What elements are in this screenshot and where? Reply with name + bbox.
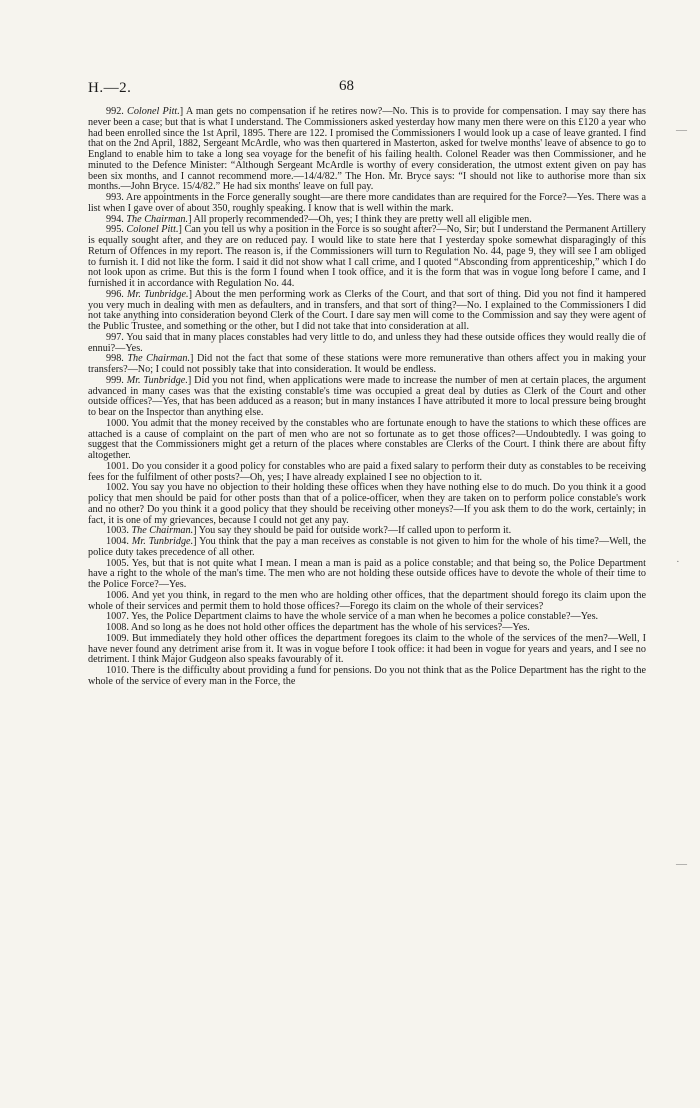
paragraph-text: Are appointments in the Force generally sought—are there more candidates than are required for the Force?—Yes. There was a list when I gave over of about 350, roughly speaking. I know that is well within the mark. [88,192,646,214]
testimony-paragraph [88,483,646,526]
question-number: 992. [106,106,128,117]
question-number: 1003. [106,525,132,537]
paragraph-text: And so long as he does not hold other offices the department has the whole of his services?—Yes. [130,622,530,633]
speaker-name: Mr. Tunbridge. [131,536,194,547]
paragraph-text: ] All properly recommended?—Oh, yes; I think they are pretty well all eligible men. [188,213,532,225]
paragraph-text: Do you consider it a good policy for constables who are paid a fixed salary to perform their duty as constables to be receiving fees for the fulfilment of other posts?—Oh, yes; I have already explained I see no objection to it. [88,460,646,483]
paragraph-text: ] Did you not find, when applications were made to increase the number of men at certain places, the argument advanced in many cases was that the existing constable's time was occupied a great deal by duties as Clerk of the Court and other outside offices?—Yes, that has been adduced as a reason; but in many instances I have attributed it more to local pressure being brought to bear on the Inspector than anything else. [88,374,647,418]
paragraph-text: You said that in many places constables had very little to do, and unless they had these outside offices they would really die of ennui?—Yes. [88,331,646,354]
document-reference: H.—2. [88,80,132,96]
speaker-name: The Chairman. [131,525,194,537]
question-number: 1005. [106,557,132,569]
question-number: 1000. [106,417,132,429]
question-number: 1010. [106,665,132,676]
testimony-paragraph [88,591,646,613]
paragraph-text: You say you have no objection to their holding these offices when they have nothing else to do much. Do you think it a good policy that men should be paid for other posts than that of a police-officer, when they are taken on to perform police constable's work and no other? Do you think it a good policy that they should be receiving other moneys?—If you ask them to do the work, certainly; in fact, it is one of my grievances, because I could not get any pay. [88,482,646,526]
speaker-name: Colonel Pitt. [127,106,180,117]
question-number: 998. [106,353,128,365]
question-number: 994. [106,213,127,225]
testimony-paragraph [88,634,646,666]
testimony-paragraph [88,537,646,559]
paragraph-text: Yes, the Police Department claims to have the whole service of a man when he becomes a police constable?—Yes. [131,611,599,623]
speaker-name: The Chairman. [126,213,189,225]
paragraph-text: ] You think that the pay a man receives as constable is not given to him for the whole of his time?—Well, the police duty takes precedence of all other. [88,536,646,558]
paragraph-text: ] Did not the fact that some of these stations were more remunerative than others affect you in making your transfers?—No; I could not possibly take that into consideration. It would be endless. [88,353,646,375]
paragraph-text: There is the difficulty about providing a fund for pensions. Do you not think that as the Police Department has the right to the whole of the service of every man in the Force, the [88,665,646,687]
question-number: 1008. [106,622,131,633]
testimony-paragraph [88,193,646,215]
question-number: 1002. [106,482,132,494]
testimony-paragraph [88,333,646,355]
paragraph-text: ] Can you tell us why a position in the Force is so sought after?—No, Sir; but I understand the Permanent Artillery is equally sought after, and they are on reduced pay. I would like to state here that I yesterday spoke somewhat disparagingly of this Return of Offences in my report. The reason is, if the Commissioners will turn to Regulation No. 44, page 9, they will see I am obliged to furnish it. I did not like the form. I said it did not show what I call crime, and I quoted “Absconding from apprenticeship,” which I do not look upon as crime. But this is the form I found when I took office, and it is the form that was in vogue long before I came, and I furnished it in accordance with Regulation No. 44. [88,224,646,289]
margin-mark: — [676,124,687,136]
speaker-name: Colonel Pitt. [126,224,179,236]
testimony-paragraph [88,225,646,290]
question-number: 1004. [106,536,132,547]
question-number: 999. [106,374,127,386]
question-number: 1007. [106,611,132,623]
paragraph-text: ] A man gets no compensation if he retires now?—No. This is to provide for compensation. I may say there has never been a case; but that is what I understand. The Commissioners asked yesterday how many men there were on this £120 a year who had been enrolled since the 1st April, 1895. There are 122. I promised the Commissioners I would look up a case of leave granted. I find that on the 2nd April, 1882, Sergeant McArdle, who was then quartered in Masterton, asked for twelve months' leave of absence to go to England to enable him to take a long sea voyage for the benefit of his failing health. Colonel Reader was then Commissioner, and he minuted to the Defence Minister: “Although Sergeant McArdle is worthy of every consideration, the utmost extent given on pay has been six months, and I cannot recommend more.—14/4/82.” The Hon. Mr. Bryce says: “I should not like to authorise more than six months.—John Bryce. 15/4/82.” He had six months' leave on full pay. [88,106,647,193]
testimony-paragraph [88,462,646,484]
speaker-name: Mr. Tunbridge. [127,288,189,300]
paragraph-text: But immediately they hold other offices the department foregoes its claim to the whole of the services of the men?—Well, I have never found any detriment arise from it. It was in vogue before I took office: it had been in vogue for years and years, and I see no detriment. I think Major Gudgeon also speaks favourably of it. [88,632,646,666]
paragraph-text: And yet you think, in regard to the men who are holding other offices, that the department should forego its claim upon the whole of their services and permit them to hold those offices?—Forego its claim on the whole of their services? [88,589,646,612]
testimony-body [88,107,646,688]
testimony-paragraph [88,559,646,591]
question-number: 1001. [106,460,132,472]
margin-mark: · [676,556,680,568]
paragraph-text: ] About the men performing work as Clerks of the Court, and that sort of thing. Did you not find it hampered you very much in dealing with men as defaulters, and in transfers, and that sort of thing?—No. I explained to the Commissioners I did not take anything into consideration beyond Clerk of the Court. I dare say men will come to the Commission and say they were agent of the Public Trustee, and something or the other, but I did not take that into consideration at all. [88,288,646,332]
question-number: 1009. [106,632,132,644]
question-number: 995. [106,224,127,236]
speaker-name: Mr. Tunbridge. [126,374,188,386]
question-number: 996. [106,288,128,300]
page-number: 68 [339,78,354,94]
testimony-paragraph [88,354,646,376]
margin-mark: — [676,858,687,870]
paragraph-text: Yes, but that is not quite what I mean. I mean a man is paid as a police constable; and that being so, the Police Department have a right to the whole of the man's time. The men who are not holding these outside offices have to devote the whole of their time to the Police Force?—Yes. [88,557,646,590]
testimony-paragraph [88,107,646,193]
paragraph-text: You admit that the money received by the constables who are fortunate enough to have the stations to which these offices are attached is a cause of complaint on the part of men who are not so fortunate as to get those offices?—Undoubtedly. I was going to suggest that the Commissioners might get a return of the places where constables are Clerks of the Court. I think there are about fifty altogether. [88,417,646,461]
question-number: 997. [106,331,127,343]
testimony-paragraph [88,419,646,462]
question-number: 993. [106,192,126,203]
testimony-paragraph [88,666,646,688]
speaker-name: The Chairman. [127,353,191,365]
testimony-paragraph [88,376,646,419]
question-number: 1006. [106,589,132,601]
paragraph-text: ] You say they should be paid for outside work?—If called upon to perform it. [193,525,512,537]
testimony-paragraph [88,290,646,333]
